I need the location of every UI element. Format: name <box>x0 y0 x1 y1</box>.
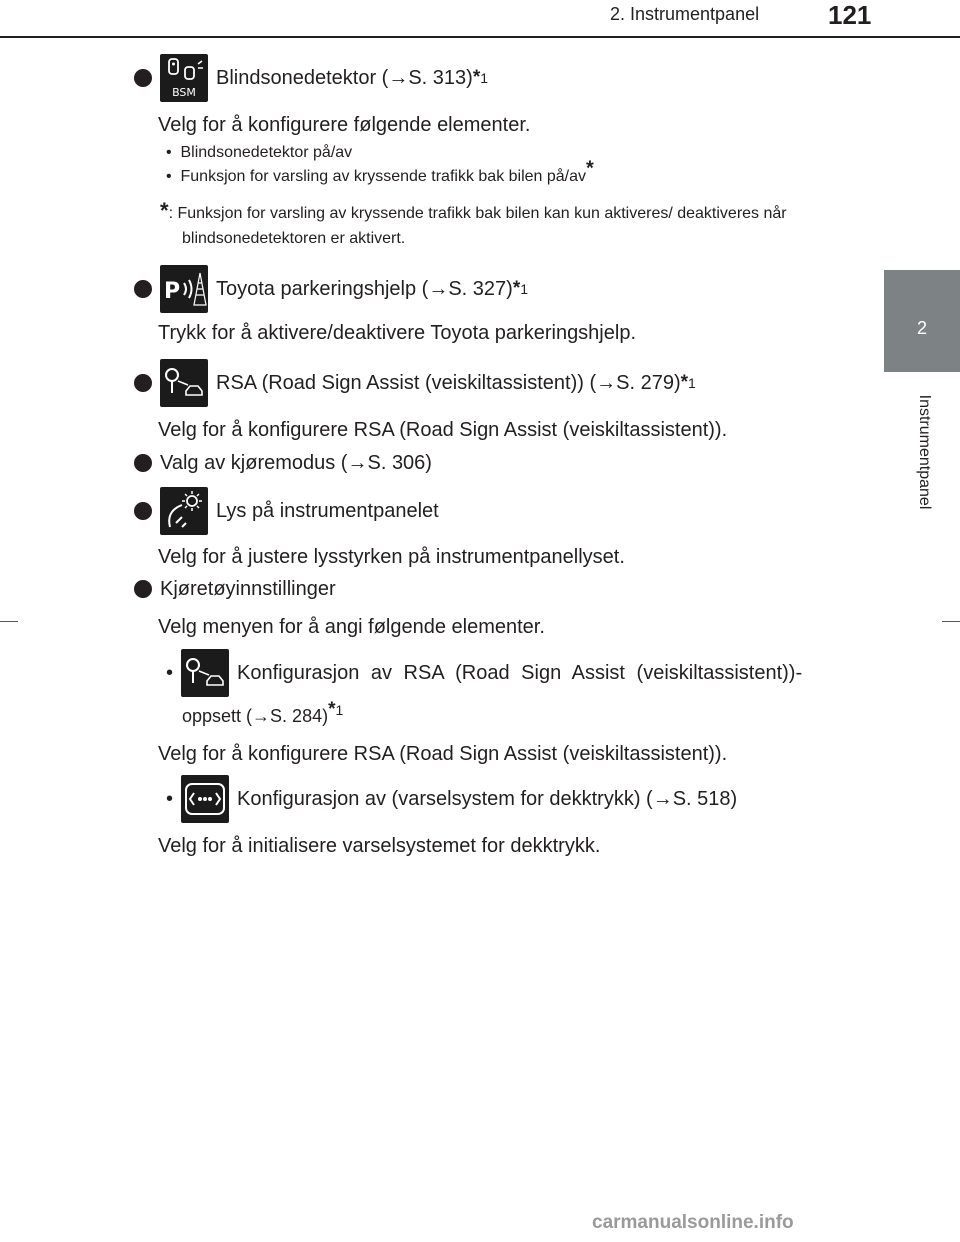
tire-pressure-icon <box>181 775 229 823</box>
bsm-desc: Velg for å konfigurere følgende elementer. <box>158 114 531 136</box>
item-drive-mode: Valg av kjøremodus ( → S. 306) <box>134 449 432 477</box>
running-header-section: 2. Instrumentpanel <box>610 4 760 24</box>
item-parking-assist: P Toyota parkeringshjelp ( → S. 327) *1 <box>134 265 528 313</box>
parking-sensor-icon <box>160 265 208 313</box>
page-ref[interactable]: S. 327) <box>448 277 513 300</box>
bullet-dot <box>134 280 152 298</box>
bullet-dot <box>134 580 152 598</box>
page-ref[interactable]: S. 284) <box>270 706 329 726</box>
item-rsa: RSA (Road Sign Assist (veiskiltassistent)) ( → S. 279) *1 <box>134 359 696 407</box>
crop-mark-right <box>942 621 960 622</box>
bullet-dot <box>134 454 152 472</box>
vehicle-sub-rsa: • Konfigurasjon av RSA (Road Sign Assist (veiskiltassistent))- <box>166 649 802 697</box>
vehicle-sub-rsa-line2: oppsett (→S. 284)$^{*1}$ <box>182 699 344 726</box>
chapter-tab-label: Instrumentpanel <box>916 394 933 510</box>
page-number: 121 <box>828 0 872 30</box>
header-rule <box>0 36 960 38</box>
light-desc: Velg for å justere lysstyrken på instrumentpanellyset. <box>158 546 625 568</box>
bullet-dot <box>134 374 152 392</box>
svg-text:P: P <box>163 279 181 304</box>
road-sign-icon <box>181 649 229 697</box>
illumination-icon <box>160 487 208 535</box>
page-ref[interactable]: S. 313) <box>408 66 473 89</box>
vehicle-sub-tpws-desc: Velg for å initialisere varselsystemet for dekktrykk. <box>158 835 601 857</box>
item-vehicle-settings: Kjøretøyinnstillinger <box>134 575 336 603</box>
bullet-dot <box>134 69 152 87</box>
watermark: carmanualsonline.info <box>592 1212 794 1233</box>
svg-text:BSM: BSM <box>172 86 196 99</box>
item-panel-light: Lys på instrumentpanelet <box>134 487 439 535</box>
crop-mark-left <box>0 621 18 622</box>
page-ref[interactable]: S. 306) <box>367 451 432 474</box>
bsm-icon <box>160 54 208 102</box>
road-sign-icon <box>160 359 208 407</box>
bsm-bullet-1: • Blindsonedetektor på/av <box>166 144 353 161</box>
item-bsm: BSM Blindsonedetektor ( → S. 313) *1 <box>134 54 488 102</box>
rsa-desc: Velg for å konfigurere RSA (Road Sign Assist (veiskiltassistent)). <box>158 419 728 441</box>
bsm-footnote: *: Funksjon for varsling av kryssende trafikk bak bilen kan kun aktiveres/ deaktiveres når blindsonedetektoren er aktivert. <box>160 198 787 247</box>
vehicle-sub-tpws: • Konfigurasjon av (varselsystem for dekktrykk) ( → S. 518) <box>166 775 737 823</box>
chapter-tab[interactable]: 2 <box>884 270 960 372</box>
vehicle-sub-rsa-desc: Velg for å konfigurere RSA (Road Sign Assist (veiskiltassistent)). <box>158 743 728 765</box>
parking-desc: Trykk for å aktivere/deaktivere Toyota parkeringshjelp. <box>158 322 636 344</box>
page-ref[interactable]: S. 518) <box>672 787 738 810</box>
arrow: → <box>388 66 409 89</box>
page-ref[interactable]: S. 279) <box>616 371 681 394</box>
vehicle-desc: Velg menyen for å angi følgende elementer. <box>158 616 545 638</box>
bsm-bullet-2: • Funksjon for varsling av kryssende trafikk bak bilen på/av* <box>166 157 594 185</box>
bullet-dot <box>134 502 152 520</box>
bsm-title: Blindsonedetektor ( <box>216 66 389 89</box>
